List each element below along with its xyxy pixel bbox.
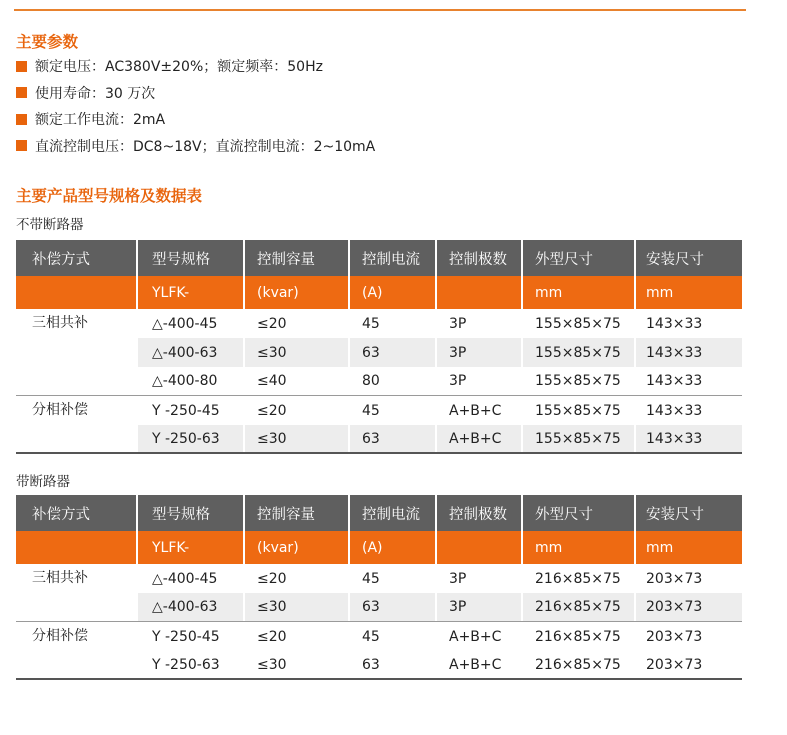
cell-mode: 分相补偿 bbox=[16, 622, 138, 651]
spec-table-without-breaker bbox=[16, 240, 742, 454]
header-cell: 补偿方式 bbox=[16, 495, 138, 531]
header-cell: 控制容量 bbox=[245, 240, 350, 276]
cell-poles: A+B+C bbox=[437, 651, 523, 678]
unit-cell: mm bbox=[523, 276, 636, 309]
param-item bbox=[16, 133, 375, 160]
cell-mode: 三相共补 bbox=[16, 309, 138, 338]
cell-poles: A+B+C bbox=[437, 622, 523, 651]
cell-mode bbox=[16, 338, 138, 367]
header-cell: 补偿方式 bbox=[16, 240, 138, 276]
table-row bbox=[16, 425, 742, 454]
cell-current: 80 bbox=[350, 367, 437, 395]
unit-cell: (kvar) bbox=[245, 531, 350, 564]
cell-poles: 3P bbox=[437, 338, 523, 367]
param-text: 额定电压：AC380V±20%；额定频率：50Hz bbox=[35, 59, 323, 76]
header-cell: 控制极数 bbox=[437, 495, 523, 531]
unit-cell bbox=[437, 276, 523, 309]
cell-capacity: ≤30 bbox=[245, 651, 350, 678]
cell-mode bbox=[16, 651, 138, 678]
param-text: 使用寿命：30 万次 bbox=[35, 85, 156, 102]
header-cell: 控制电流 bbox=[350, 240, 437, 276]
cell-outline-size: 155×85×75 bbox=[523, 338, 636, 367]
square-bullet-icon bbox=[16, 87, 27, 98]
top-divider bbox=[14, 9, 746, 11]
cell-capacity: ≤30 bbox=[245, 338, 350, 367]
cell-capacity: ≤30 bbox=[245, 425, 350, 452]
cell-mount-size: 203×73 bbox=[646, 570, 703, 587]
cell-poles: 3P bbox=[437, 367, 523, 395]
table-row bbox=[16, 367, 742, 396]
cell-capacity: ≤40 bbox=[245, 367, 350, 395]
cell-mode: 三相共补 bbox=[16, 564, 138, 593]
cell-model: Y -250-45 bbox=[138, 396, 245, 425]
cell-mode bbox=[16, 425, 138, 452]
param-item bbox=[16, 80, 375, 107]
cell-current: 63 bbox=[350, 338, 437, 367]
unit-cell: mm bbox=[523, 531, 636, 564]
cell-poles: 3P bbox=[437, 593, 523, 621]
cell-mount-size: 203×73 bbox=[646, 656, 703, 673]
cell-mount-size: 143×33 bbox=[636, 425, 742, 452]
table-row bbox=[16, 593, 742, 622]
cell-model: Y -250-63 bbox=[138, 425, 245, 452]
cell-mount-size: 143×33 bbox=[646, 402, 703, 419]
cell-outline-size: 155×85×75 bbox=[523, 309, 636, 338]
unit-cell: (A) bbox=[350, 276, 437, 309]
unit-cell: (kvar) bbox=[245, 276, 350, 309]
cell-capacity: ≤20 bbox=[245, 309, 350, 338]
cell-current: 45 bbox=[350, 309, 437, 338]
cell-current: 45 bbox=[350, 622, 437, 651]
cell-capacity: ≤20 bbox=[245, 564, 350, 593]
param-text: 额定工作电流：2mA bbox=[35, 112, 166, 129]
cell-mount-size: 143×33 bbox=[646, 315, 703, 332]
unit-cell bbox=[16, 531, 138, 564]
table-unit-row bbox=[16, 276, 742, 309]
unit-cell bbox=[437, 531, 523, 564]
unit-cell bbox=[16, 276, 138, 309]
header-cell: 外型尺寸 bbox=[523, 240, 636, 276]
table-row bbox=[16, 564, 742, 593]
cell-current: 45 bbox=[350, 396, 437, 425]
cell-mount-size: 143×33 bbox=[646, 373, 703, 389]
spec-title: 主要产品型号规格及数据表 bbox=[16, 187, 203, 205]
param-item bbox=[16, 106, 375, 133]
table-row bbox=[16, 309, 742, 338]
cell-poles: A+B+C bbox=[437, 425, 523, 452]
header-cell: 控制电流 bbox=[350, 495, 437, 531]
square-bullet-icon bbox=[16, 140, 27, 151]
square-bullet-icon bbox=[16, 61, 27, 72]
unit-cell: mm bbox=[636, 276, 742, 309]
cell-outline-size: 216×85×75 bbox=[523, 593, 636, 621]
unit-cell: YLFK- bbox=[138, 276, 245, 309]
cell-poles: 3P bbox=[437, 564, 523, 593]
cell-mount-size: 203×73 bbox=[646, 628, 703, 645]
cell-capacity: ≤30 bbox=[245, 593, 350, 621]
cell-outline-size: 216×85×75 bbox=[523, 564, 636, 593]
cell-current: 63 bbox=[350, 651, 437, 678]
cell-model: Y -250-63 bbox=[138, 651, 245, 678]
table-row bbox=[16, 396, 742, 425]
cell-current: 63 bbox=[350, 425, 437, 452]
table-header-row bbox=[16, 240, 742, 276]
cell-capacity: ≤20 bbox=[245, 396, 350, 425]
table-unit-row bbox=[16, 531, 742, 564]
table-row bbox=[16, 622, 742, 651]
cell-capacity: ≤20 bbox=[245, 622, 350, 651]
cell-outline-size: 216×85×75 bbox=[523, 622, 636, 651]
cell-model: △-400-63 bbox=[138, 593, 245, 621]
cell-poles: 3P bbox=[437, 309, 523, 338]
unit-cell: (A) bbox=[350, 531, 437, 564]
header-cell: 型号规格 bbox=[138, 495, 245, 531]
table-row bbox=[16, 338, 742, 367]
unit-cell: YLFK- bbox=[138, 531, 245, 564]
header-cell: 安装尺寸 bbox=[636, 240, 742, 276]
cell-mode bbox=[16, 367, 138, 395]
header-cell: 安装尺寸 bbox=[636, 495, 742, 531]
table2-label: 带断路器 bbox=[16, 474, 70, 490]
params-list bbox=[16, 53, 375, 159]
cell-current: 63 bbox=[350, 593, 437, 621]
cell-model: △-400-63 bbox=[138, 338, 245, 367]
cell-model: △-400-80 bbox=[138, 367, 245, 395]
unit-cell: mm bbox=[636, 531, 742, 564]
cell-model: Y -250-45 bbox=[138, 622, 245, 651]
cell-mode: 分相补偿 bbox=[16, 396, 138, 425]
cell-mount-size: 203×73 bbox=[636, 593, 742, 621]
spec-table-with-breaker bbox=[16, 495, 742, 680]
param-item bbox=[16, 53, 375, 80]
params-title: 主要参数 bbox=[16, 33, 79, 51]
cell-outline-size: 155×85×75 bbox=[523, 367, 636, 395]
table1-label: 不带断路器 bbox=[16, 217, 84, 233]
cell-current: 45 bbox=[350, 564, 437, 593]
header-cell: 控制极数 bbox=[437, 240, 523, 276]
param-text: 直流控制电压：DC8~18V；直流控制电流：2~10mA bbox=[35, 138, 376, 155]
cell-mode bbox=[16, 593, 138, 621]
header-cell: 外型尺寸 bbox=[523, 495, 636, 531]
cell-outline-size: 155×85×75 bbox=[523, 396, 636, 425]
cell-outline-size: 216×85×75 bbox=[523, 651, 636, 678]
cell-mount-size: 143×33 bbox=[636, 338, 742, 367]
header-cell: 控制容量 bbox=[245, 495, 350, 531]
table-row bbox=[16, 651, 742, 680]
table-header-row bbox=[16, 495, 742, 531]
cell-model: △-400-45 bbox=[138, 564, 245, 593]
cell-model: △-400-45 bbox=[138, 309, 245, 338]
cell-poles: A+B+C bbox=[437, 396, 523, 425]
square-bullet-icon bbox=[16, 114, 27, 125]
header-cell: 型号规格 bbox=[138, 240, 245, 276]
cell-outline-size: 155×85×75 bbox=[523, 425, 636, 452]
